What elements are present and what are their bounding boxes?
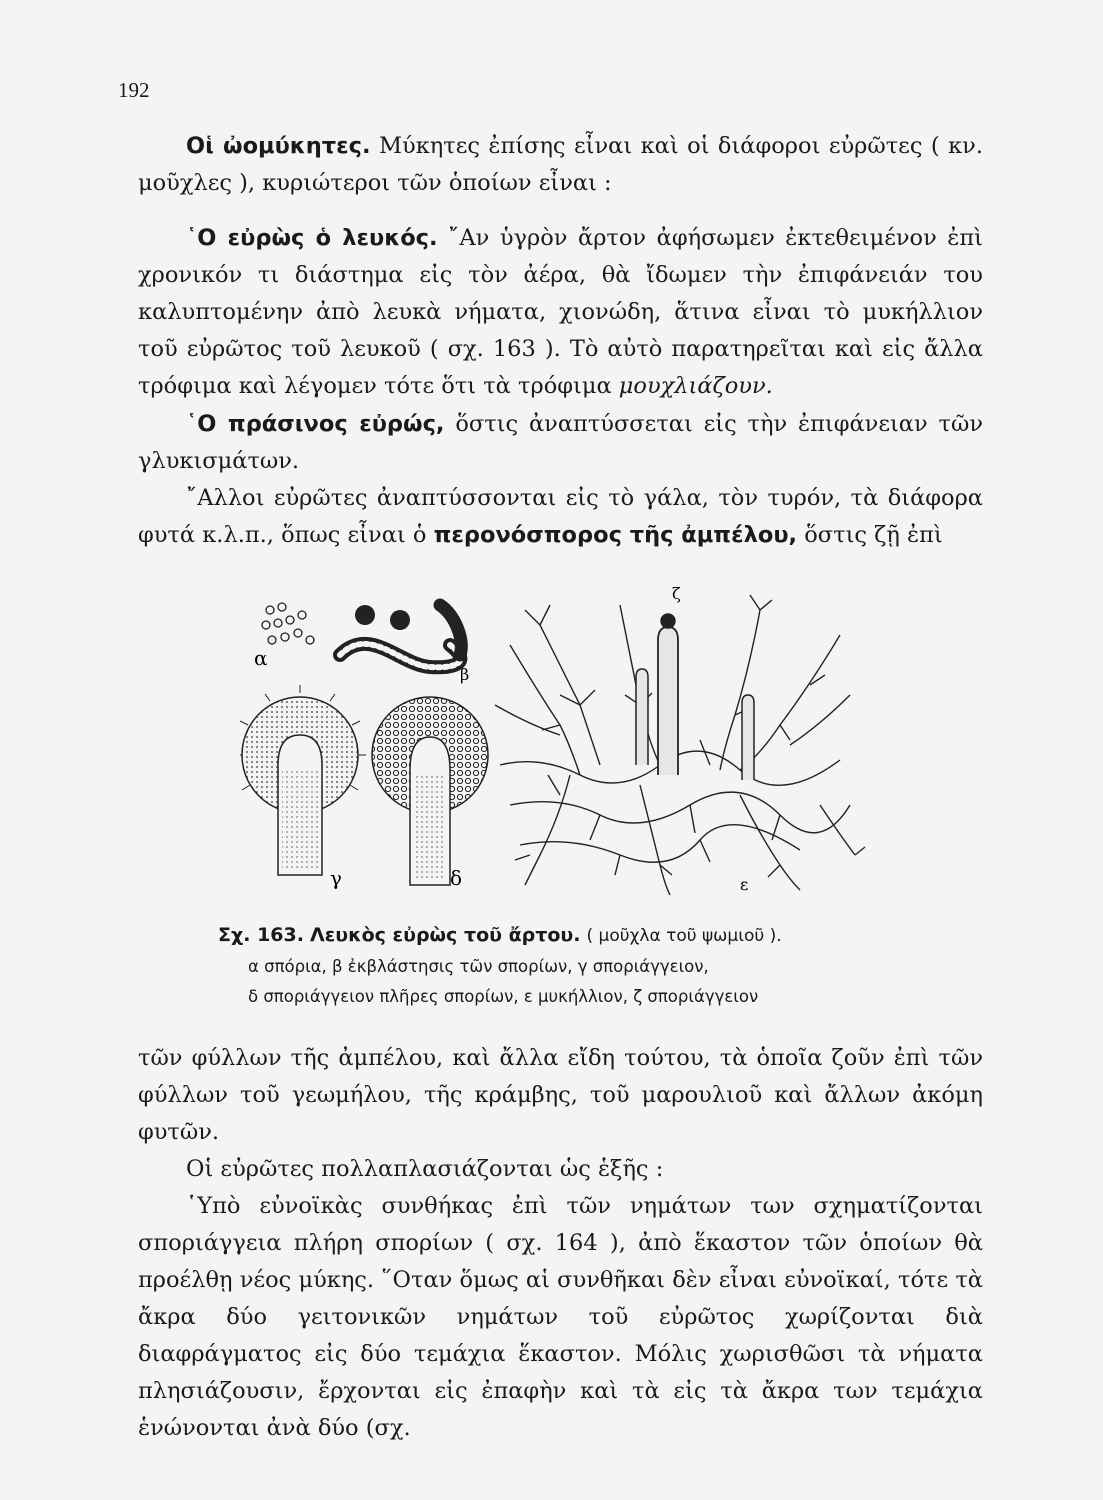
paragraph-green-mold: [138, 406, 983, 554]
term-oomycetes: Οἱ ὠομύκητες.: [186, 133, 371, 159]
paragraph-other-molds: [138, 480, 983, 554]
term-white-mold: ῾Ο εὐρὼς ὁ λευκός.: [186, 225, 438, 251]
figure-caption-line-2: δ σποριάγγειον πλῆρες σπορίων, ε μυκήλλιον, ζ σποριάγγειον: [248, 987, 759, 1006]
mycelium-drawing: [490, 590, 865, 895]
term-green-mold: ῾Ο πράσινος εὐρώς,: [186, 411, 445, 437]
figure-caption-line-1: α σπόρια, β ἐκβλάστησις τῶν σπορίων, γ σποριάγγειον,: [248, 957, 709, 976]
figure-label-gamma: γ: [330, 866, 342, 890]
paragraph-text: τῶν φύλλων τῆς ἀμπέλου, καὶ ἄλλα εἴδη τούτου, τὰ ὁποῖα ζοῦν ἐπὶ τῶν φύλλων τοῦ γεωμήλου, τῆς κράμβης, τοῦ μαρουλιοῦ καὶ ἄλλων ἀκόμη φυτῶν.: [138, 1045, 983, 1145]
paragraph-text: ῾Υπὸ εὐνοϊκὰς συνθήκας ἐπὶ τῶν νημάτων των σχηματίζονται σποριάγγεια πλήρη σπορίων ( σχ. 164 ), ἀπὸ ἕκαστον τῶν ὁποίων θὰ προέλθῃ νέος μύκης. ῞Οταν ὅμως αἱ συνθῆκαι δὲν εἶναι εὐνοϊκαί, τότε τὰ ἄκρα δύο γειτονικῶν νημάτων τοῦ εὐρῶτος χωρίζονται διὰ διαφράγματος εἰς δύο τεμάχια ἕκαστον. Μόλις χωρισθῶσι τὰ νήματα πλησιάζουσιν, ἔρχονται εἰς ἐπαφὴν καὶ τὰ εἰς τὰ ἄκρα των τεμάχια ἑνώνονται ἀνὰ δύο (σχ.: [138, 1193, 983, 1441]
italic-term: μουχλιάζουν.: [618, 373, 773, 399]
paragraph-oomycetes: [138, 128, 983, 202]
figure-title: Λευκὸς εὐρὼς τοῦ ἄρτου.: [310, 924, 581, 946]
figure-note: ( μοῦχλα τοῦ ψωμιοῦ ).: [586, 926, 782, 946]
germinating-spores-drawing: [340, 605, 461, 667]
figure-163-illustration: [240, 585, 870, 915]
paragraph-text: ῎Αλλοι εὐρῶτες ἀναπτύσσονται εἰς τὸ γάλα, τὸν τυρόν, τὰ διάφορα φυτά κ.λ.π., ὅπως εἶναι ὁ: [138, 485, 983, 548]
figure-label-beta: β: [460, 665, 470, 684]
sporangium-drawing-gamma: [240, 685, 366, 875]
paragraph-text: ὅστις ζῇ ἐπὶ: [797, 522, 943, 548]
sporangium-drawing-delta: [372, 697, 488, 885]
figure-label-zeta: ζ: [672, 585, 681, 603]
paragraph-text: ῎Αν ὑγρὸν ἄρτον ἀφήσωμεν ἐκτεθειμένον ἐπὶ χρονικόν τι διάστημα εἰς τὸν ἀέρα, θὰ ἴδωμεν τὴν ἐπιφάνειάν του καλυπτομένην ἀπὸ λευκὰ νήματα, χιονώδη, ἅτινα εἶναι τὸ μυκήλλιον τοῦ εὐρῶτος τοῦ λευκοῦ ( σχ. 163 ). Τὸ αὐτὸ παρατηρεῖται καὶ εἰς ἄλλα τρόφιμα καὶ λέγομεν τότε ὅτι τὰ τρόφιμα: [138, 225, 983, 399]
figure-number: Σχ. 163.: [218, 924, 304, 946]
figure-label-alpha: α: [254, 646, 268, 670]
paragraph-text: ὅστις ἀναπτύσσεται εἰς τὴν ἐπιφάνειαν τῶν γλυκισμάτων.: [138, 411, 983, 474]
page-number: 192: [118, 78, 150, 102]
paragraph-text: Μύκητες ἐπίσης εἶναι καὶ οἱ διάφοροι εὐρῶτες ( κν. μοῦχλες ), κυριώτεροι τῶν ὁποίων εἶναι :: [138, 133, 983, 196]
figure-label-delta: δ: [450, 866, 463, 890]
paragraph-continuation: [138, 1040, 983, 1447]
term-peronospora: περονόσπορος τῆς ἀμπέλου,: [433, 522, 798, 548]
spores-drawing: [262, 603, 314, 644]
paragraph-white-mold: [138, 220, 983, 405]
paragraph-text: Οἱ εὐρῶτες πολλαπλασιάζονται ὡς ἑξῆς :: [186, 1156, 664, 1182]
figure-label-epsilon: ε: [740, 875, 749, 894]
figure-caption-title: [218, 922, 918, 949]
